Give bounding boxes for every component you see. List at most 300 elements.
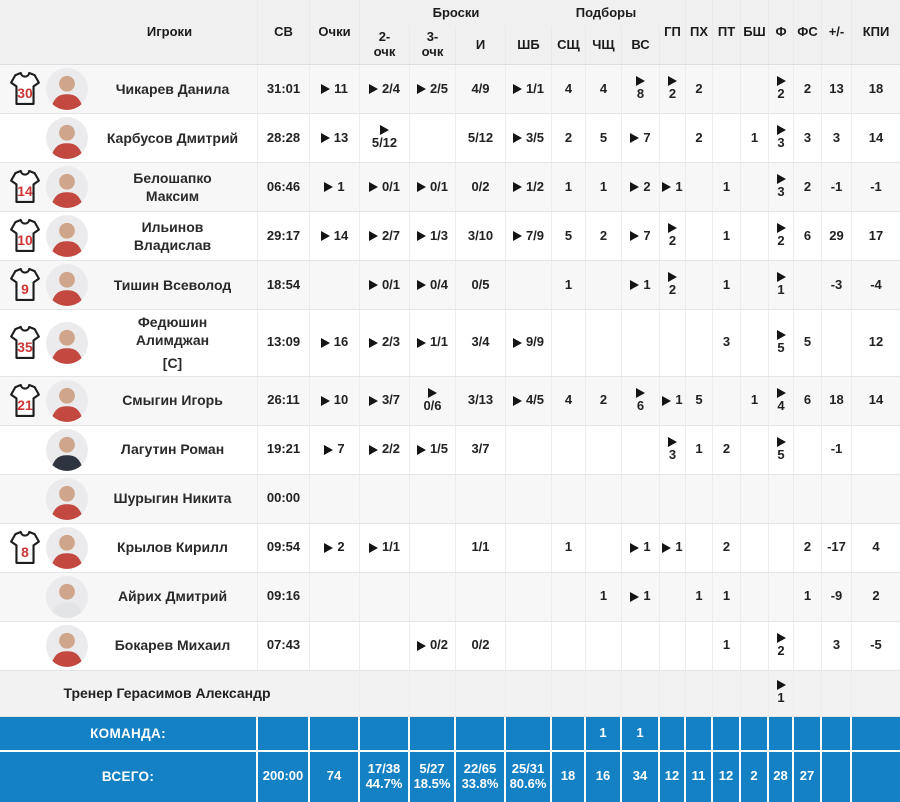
play-icon[interactable] — [321, 396, 330, 406]
cell-px — [686, 426, 713, 474]
table-row — [0, 426, 900, 475]
play-icon[interactable] — [513, 84, 522, 94]
stat-value: 6 — [636, 397, 645, 413]
cell-3pt — [410, 671, 456, 716]
player-name-wrap — [88, 440, 257, 458]
play-icon[interactable] — [777, 388, 786, 398]
stat-value: 5/12 — [467, 129, 494, 145]
stat — [599, 726, 606, 741]
play-icon[interactable] — [321, 133, 330, 143]
stat-value: 0/2 — [471, 637, 490, 653]
svg-text:30: 30 — [17, 85, 33, 102]
stat — [869, 335, 883, 350]
column-header: ПХ — [686, 0, 713, 64]
stat-value: 2/7 — [381, 227, 401, 243]
stat — [804, 82, 811, 97]
cell-dreb — [586, 717, 622, 750]
play-icon[interactable] — [777, 76, 786, 86]
cell-pt — [713, 212, 741, 260]
play-icon[interactable] — [417, 84, 426, 94]
play-icon[interactable] — [324, 445, 333, 455]
jersey-icon — [5, 325, 45, 361]
stat — [636, 726, 643, 741]
cell-px — [686, 212, 713, 260]
stat-value: 26:11 — [267, 392, 300, 408]
cell-gp — [660, 752, 686, 802]
jersey-icon — [5, 218, 45, 254]
stat — [633, 769, 647, 784]
cell-treb — [622, 426, 660, 474]
stat — [869, 393, 883, 408]
stat-value: 12 — [868, 334, 884, 350]
stat — [513, 131, 544, 146]
stat — [804, 589, 811, 604]
group-header-rebounds: Подборы — [575, 4, 637, 20]
cell-sv — [258, 261, 310, 309]
stat — [869, 229, 883, 244]
avatar — [46, 264, 88, 306]
stat — [565, 180, 572, 195]
play-icon[interactable] — [777, 437, 786, 447]
stat — [600, 589, 607, 604]
stat — [267, 82, 300, 97]
stat — [267, 335, 300, 350]
stat — [366, 762, 403, 792]
svg-text:21: 21 — [17, 396, 33, 413]
player-cell[interactable] — [0, 573, 258, 621]
stat-value: 5 — [777, 339, 785, 355]
column-header: Ф — [769, 0, 794, 64]
play-icon[interactable] — [777, 633, 786, 643]
player-name: Шурыгин Никита — [113, 490, 232, 507]
cell-pt — [713, 717, 741, 750]
player-cell[interactable] — [0, 426, 258, 474]
stat-value: 1 — [777, 690, 785, 706]
player-cell[interactable] — [0, 114, 258, 162]
cell-dreb — [586, 524, 622, 572]
stat-value: -4 — [870, 276, 882, 292]
play-icon[interactable] — [324, 543, 333, 553]
stat-value: 1 — [675, 539, 683, 555]
cell-px — [686, 573, 713, 621]
play-icon[interactable] — [662, 543, 671, 553]
cell-oreb — [552, 65, 586, 113]
play-icon[interactable] — [662, 396, 671, 406]
table-row — [0, 622, 900, 671]
stat-value: 1 — [750, 129, 759, 145]
stat — [870, 278, 882, 293]
play-icon[interactable] — [417, 231, 426, 241]
stat — [513, 229, 544, 244]
stat-value: 7 — [643, 129, 651, 145]
play-icon[interactable] — [636, 76, 645, 86]
total-row — [0, 752, 900, 802]
player-cell[interactable] — [0, 261, 258, 309]
stat-value: 5 — [564, 227, 573, 243]
cell-plusminus — [822, 163, 852, 211]
stat — [831, 180, 843, 195]
stat — [324, 442, 344, 457]
player-name: Белошапко Максим — [133, 169, 212, 204]
cell-2pt — [360, 261, 410, 309]
stat-value: 3/5 — [525, 129, 545, 145]
stat — [630, 278, 650, 293]
play-icon[interactable] — [777, 330, 786, 340]
stat — [869, 131, 883, 146]
cell-ft — [506, 475, 552, 523]
stat-value: 07:43 — [266, 637, 301, 653]
stat-value: 3 — [777, 184, 785, 200]
stat-value: 0/1 — [429, 178, 449, 194]
stat — [804, 131, 811, 146]
play-icon[interactable] — [428, 388, 437, 398]
stat-value: 2 — [668, 282, 677, 298]
stat — [829, 393, 843, 408]
stat-value: 2/2 — [381, 441, 401, 457]
cell-treb — [622, 573, 660, 621]
cell-3pt — [410, 212, 456, 260]
stat-value: 1 — [564, 539, 573, 555]
player-cell[interactable] — [0, 524, 258, 572]
cell-pt — [713, 475, 741, 523]
cell-fg — [456, 573, 506, 621]
cell-dreb — [586, 752, 622, 802]
cell-plusminus — [822, 212, 852, 260]
jersey-icon — [5, 169, 45, 205]
cell-gp — [660, 573, 686, 621]
cell-treb — [622, 377, 660, 425]
stat-value: 2 — [750, 768, 758, 784]
cell-2pt — [360, 717, 410, 750]
play-icon[interactable] — [321, 338, 330, 348]
cell-oreb — [552, 163, 586, 211]
stat-value: 2 — [695, 80, 703, 96]
cell-fs — [794, 65, 822, 113]
player-name-wrap — [88, 587, 257, 605]
svg-text:8: 8 — [21, 543, 29, 560]
play-icon[interactable] — [321, 231, 330, 241]
stat — [321, 82, 348, 97]
stat — [369, 393, 400, 408]
stat-value: 09:54 — [266, 539, 301, 555]
table-row — [0, 261, 900, 310]
play-icon[interactable] — [369, 445, 378, 455]
cell-3pt — [410, 524, 456, 572]
player-name: Лагутин Роман — [120, 441, 225, 458]
team-row-label: КОМАНДА: — [0, 717, 258, 750]
cell-treb — [622, 622, 660, 670]
play-icon[interactable] — [630, 543, 639, 553]
cell-pt — [713, 310, 741, 376]
stat — [267, 131, 300, 146]
player-name: Айрих Дмитрий — [117, 588, 228, 605]
cell-ft — [506, 163, 552, 211]
cell-pt — [713, 163, 741, 211]
play-icon[interactable] — [417, 280, 426, 290]
stat — [636, 76, 645, 102]
stat-value: 1 — [695, 441, 703, 457]
stat-value: 0/2 — [429, 637, 449, 653]
cell-f — [769, 752, 794, 802]
stat — [668, 437, 677, 463]
cell-kpi — [852, 752, 900, 802]
stat-value: 19:21 — [266, 441, 301, 457]
stat-value: 1 — [722, 588, 731, 604]
play-icon[interactable] — [369, 182, 378, 192]
stat-value: 0/6 — [423, 397, 442, 413]
stat-value: 1 — [722, 178, 731, 194]
player-cell[interactable] — [0, 310, 258, 376]
play-icon[interactable] — [630, 231, 639, 241]
cell-plusminus — [822, 524, 852, 572]
stat-value: -5 — [870, 637, 882, 653]
stat-value: 9/9 — [525, 334, 545, 350]
cell-px — [686, 717, 713, 750]
play-icon[interactable] — [630, 592, 639, 602]
cell-2pt — [360, 752, 410, 802]
play-icon[interactable] — [417, 182, 426, 192]
cell-oreb — [552, 310, 586, 376]
cell-sv — [258, 426, 310, 474]
stat — [321, 393, 348, 408]
stat — [870, 638, 882, 653]
stat-value: 1 — [643, 588, 651, 604]
avatar — [46, 380, 88, 422]
player-cell[interactable] — [0, 212, 258, 260]
play-icon[interactable] — [513, 133, 522, 143]
cell-bsh — [741, 114, 769, 162]
cell-kpi — [852, 163, 900, 211]
cell-dreb — [586, 310, 622, 376]
stat — [829, 229, 843, 244]
stat-value: 1/1 — [525, 80, 545, 96]
stat — [723, 540, 730, 555]
stat-value: 29 — [829, 227, 844, 243]
cell-sv — [258, 377, 310, 425]
stat-value: 2/5 — [429, 80, 449, 96]
cell-sv — [258, 752, 310, 802]
stat-value: 14 — [868, 129, 884, 145]
player-name-wrap — [88, 391, 257, 409]
stat — [777, 330, 786, 356]
table-row — [0, 163, 900, 212]
stat — [267, 442, 300, 457]
avatar — [46, 429, 88, 471]
svg-text:10: 10 — [17, 232, 33, 249]
cell-oreb — [552, 212, 586, 260]
cell-oreb — [552, 752, 586, 802]
play-icon[interactable] — [668, 76, 677, 86]
stat — [831, 589, 843, 604]
stat-value: 0/4 — [429, 276, 449, 292]
play-icon[interactable] — [369, 280, 378, 290]
player-cell[interactable] — [0, 65, 258, 113]
stat-value: 2/3 — [381, 334, 401, 350]
stat-value: 2 — [668, 86, 677, 102]
stat — [662, 180, 682, 195]
stat-value: 3/7 — [471, 441, 490, 457]
play-icon[interactable] — [630, 133, 639, 143]
play-icon[interactable] — [369, 396, 378, 406]
play-icon[interactable] — [417, 338, 426, 348]
stat-value: 0/5 — [471, 276, 490, 292]
cell-oreb — [552, 475, 586, 523]
cell-px — [686, 261, 713, 309]
stat — [471, 442, 489, 457]
stat-value: 13:09 — [266, 334, 301, 350]
play-icon[interactable] — [662, 182, 671, 192]
play-icon[interactable] — [668, 223, 677, 233]
play-icon[interactable] — [369, 231, 378, 241]
cell-pts — [310, 475, 360, 523]
play-icon[interactable] — [777, 680, 786, 690]
play-icon[interactable] — [777, 125, 786, 135]
stat-value: 6 — [803, 227, 812, 243]
stat-value: 28:28 — [266, 129, 301, 145]
cell-kpi — [852, 671, 900, 716]
stat — [513, 82, 544, 97]
cell-fs — [794, 261, 822, 309]
player-name-wrap — [88, 129, 257, 147]
cell-plusminus — [822, 717, 852, 750]
play-icon[interactable] — [777, 272, 786, 282]
play-icon[interactable] — [513, 231, 522, 241]
play-icon[interactable] — [417, 445, 426, 455]
stat — [777, 223, 786, 249]
cell-gp — [660, 65, 686, 113]
cell-sv — [258, 717, 310, 750]
play-icon[interactable] — [630, 280, 639, 290]
play-icon[interactable] — [513, 182, 522, 192]
cell-f — [769, 524, 794, 572]
play-icon[interactable] — [777, 223, 786, 233]
cell-fs — [794, 671, 822, 716]
cell-fs — [794, 622, 822, 670]
stat-value: -17 — [827, 539, 846, 555]
stat-value: 7 — [337, 441, 345, 457]
cell-gp — [660, 212, 686, 260]
cell-px — [686, 475, 713, 523]
play-icon[interactable] — [668, 272, 677, 282]
stat — [513, 180, 544, 195]
cell-2pt — [360, 475, 410, 523]
play-icon[interactable] — [417, 641, 426, 651]
player-cell[interactable] — [0, 163, 258, 211]
stat — [417, 442, 448, 457]
cell-f — [769, 671, 794, 716]
play-icon[interactable] — [380, 125, 389, 135]
player-cell[interactable] — [0, 377, 258, 425]
cell-pts — [310, 622, 360, 670]
cell-gp — [660, 377, 686, 425]
stat — [719, 769, 733, 784]
cell-pt — [713, 377, 741, 425]
cell-gp — [660, 261, 686, 309]
cell-bsh — [741, 65, 769, 113]
group-header-shots: Броски — [432, 4, 480, 20]
play-icon[interactable] — [321, 84, 330, 94]
stat-value: 3/7 — [381, 392, 401, 408]
stat-value: 2 — [777, 233, 785, 249]
cell-pt — [713, 426, 741, 474]
play-icon[interactable] — [668, 437, 677, 447]
player-cell[interactable] — [0, 475, 258, 523]
cell-ft — [506, 114, 552, 162]
cell-fg — [456, 310, 506, 376]
stat — [630, 180, 650, 195]
cell-pts — [310, 163, 360, 211]
cell-fs — [794, 163, 822, 211]
stat-value: 00:00 — [266, 490, 301, 506]
play-icon[interactable] — [630, 182, 639, 192]
cell-2pt — [360, 622, 410, 670]
play-icon[interactable] — [636, 388, 645, 398]
cell-kpi — [852, 377, 900, 425]
cell-pts — [310, 426, 360, 474]
player-cell[interactable] — [0, 622, 258, 670]
play-icon[interactable] — [369, 84, 378, 94]
stat — [468, 393, 493, 408]
cell-kpi — [852, 212, 900, 260]
cell-f — [769, 426, 794, 474]
cell-plusminus — [822, 114, 852, 162]
column-header: Игроки — [0, 0, 258, 64]
stat-value: 34 — [632, 768, 648, 784]
avatar — [46, 117, 88, 159]
player-name-wrap — [88, 538, 257, 556]
cell-bsh — [741, 310, 769, 376]
play-icon[interactable] — [513, 338, 522, 348]
cell-ft — [506, 671, 552, 716]
cell-treb — [622, 524, 660, 572]
stat — [417, 229, 448, 244]
cell-dreb — [586, 475, 622, 523]
play-icon[interactable] — [513, 396, 522, 406]
play-icon[interactable] — [369, 543, 378, 553]
cell-dreb — [586, 65, 622, 113]
play-icon[interactable] — [369, 338, 378, 348]
play-icon[interactable] — [777, 174, 786, 184]
stat-value: 13 — [333, 129, 349, 145]
cell-plusminus — [822, 752, 852, 802]
cell-kpi — [852, 622, 900, 670]
cell-treb — [622, 475, 660, 523]
cell-bsh — [741, 573, 769, 621]
stat — [777, 125, 786, 151]
cell-gp — [660, 622, 686, 670]
play-icon[interactable] — [324, 182, 333, 192]
stat — [267, 491, 300, 506]
stat — [630, 540, 650, 555]
cell-oreb — [552, 524, 586, 572]
stat-value: 2 — [777, 86, 785, 102]
column-header: И — [456, 26, 506, 64]
column-header: ВС — [622, 26, 660, 64]
cell-gp — [660, 524, 686, 572]
cell-bsh — [741, 671, 769, 716]
cell-kpi — [852, 573, 900, 621]
cell-bsh — [741, 163, 769, 211]
cell-pts — [310, 261, 360, 309]
stat — [600, 229, 607, 244]
stat — [831, 442, 843, 457]
cell-fg — [456, 377, 506, 425]
stat — [777, 680, 786, 706]
stat-value: 3 — [777, 135, 785, 151]
stat — [600, 82, 607, 97]
stat — [369, 82, 400, 97]
stat — [471, 278, 489, 293]
